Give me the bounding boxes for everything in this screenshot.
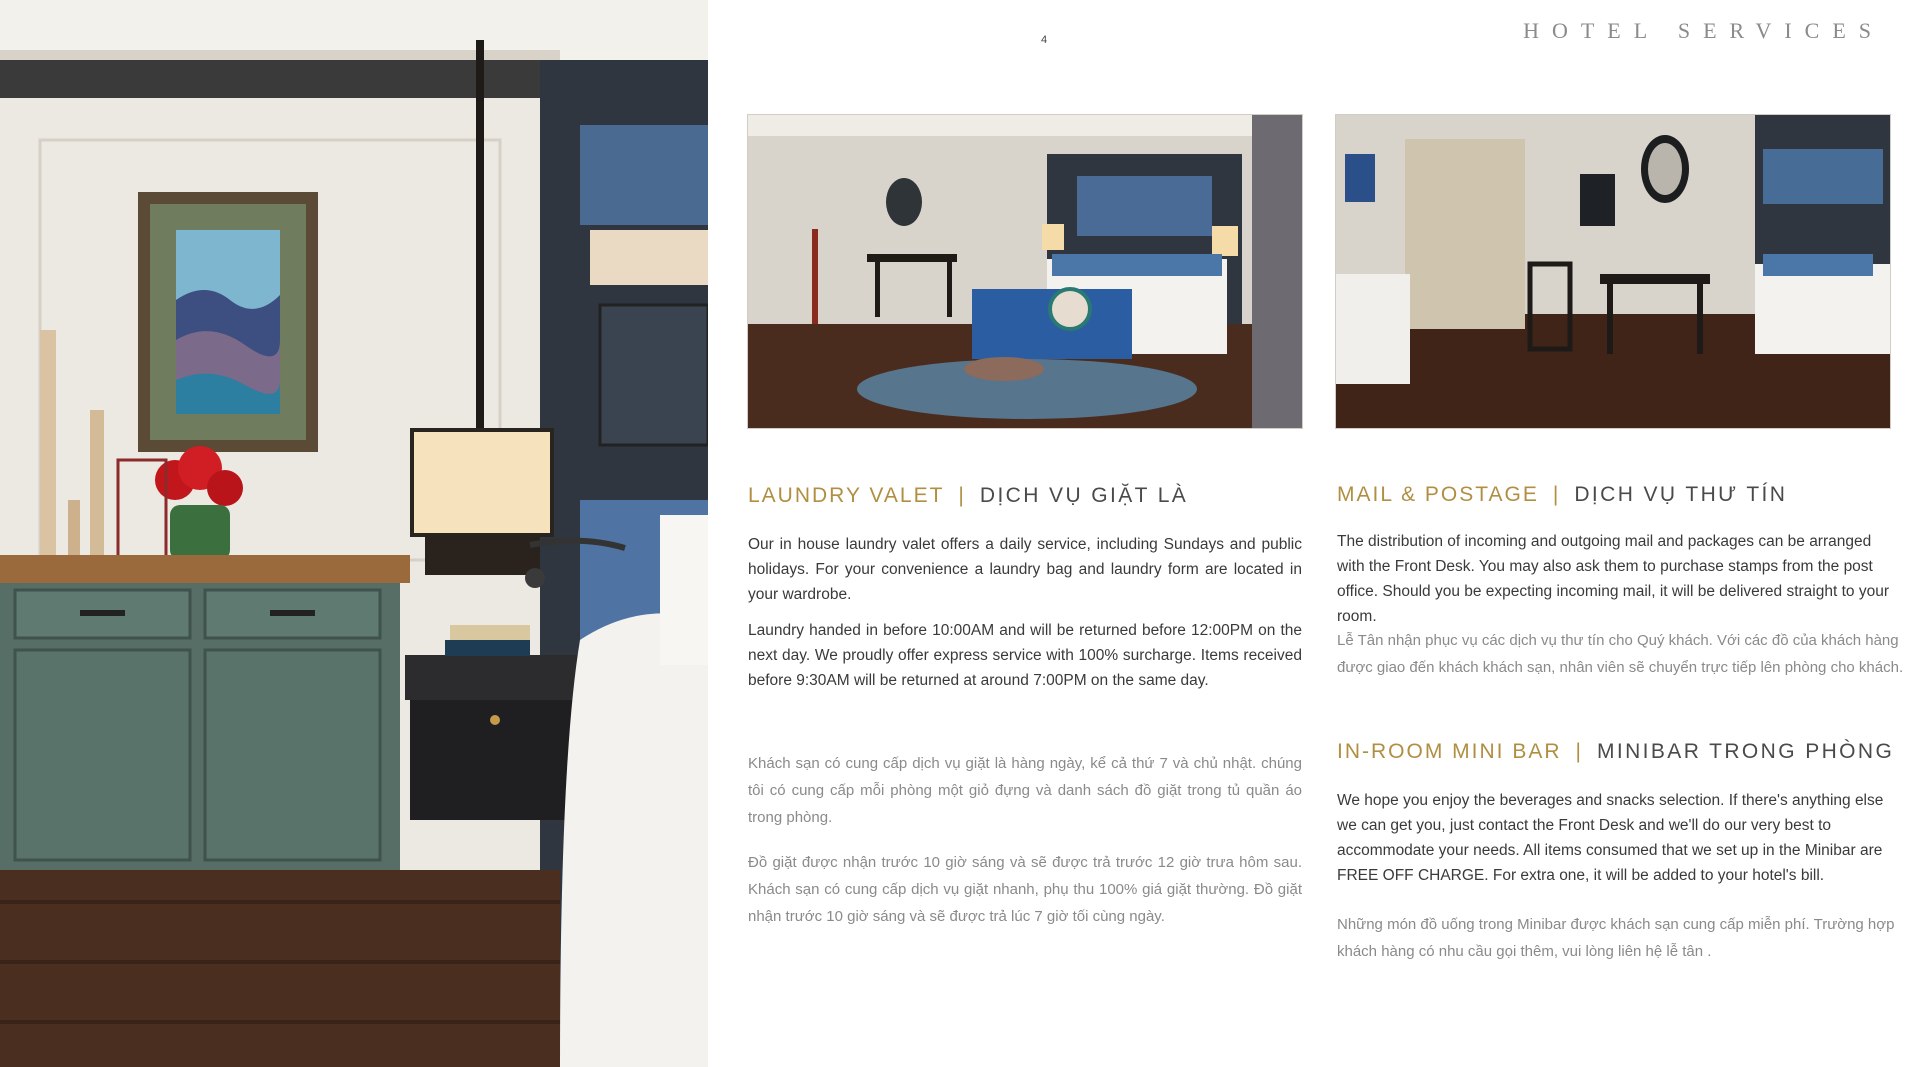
minibar-title-vi: MINIBAR TRONG PHÒNG bbox=[1596, 740, 1895, 763]
minibar-section-title bbox=[1337, 740, 1894, 764]
hotel-room-overview-photo bbox=[747, 114, 1303, 429]
laundry-vi-paragraph: Khách sạn có cung cấp dịch vụ giặt là hàng ngày, kể cả thứ 7 và chủ nhật. chúng tôi có cung cấp mỗi phòng một giỏ đựng và danh sách đồ giặt trong tủ quần áo trong phòng. bbox=[748, 755, 1302, 826]
hero-bedroom-photo bbox=[0, 0, 708, 1067]
laundry-title-en: LAUNDRY VALET bbox=[748, 484, 945, 507]
laundry-vi-paragraph: Đồ giặt được nhận trước 10 giờ sáng và sẽ được trả trước 12 giờ trưa hôm sau. Khách sạn có cung cấp dịch vụ giặt nhanh, phụ thu 100% giá giặt thường. Đồ giặt nhận trước 10 giờ sáng và sẽ được trả lúc 7 giờ tối cùng ngày. bbox=[748, 854, 1302, 925]
mail-vi-paragraph: Lễ Tân nhận phục vụ các dịch vụ thư tín cho Quý khách. Với các đồ của khách hàng được giao đến khách khách sạn, nhân viên sẽ chuyển trực tiếp lên phòng cho khách. bbox=[1337, 632, 1904, 676]
minibar-en-paragraph: We hope you enjoy the beverages and snacks selection. If there's anything else we can get you, just contact the Front Desk and we'll do our very best to accommodate your needs. All items consumed that we set up in the Minibar are FREE OFF CHARGE. For extra one, it will be added to your hotel's bill. bbox=[1337, 792, 1884, 884]
mail-title-en: MAIL & POSTAGE bbox=[1337, 483, 1539, 506]
mail-title-vi: DỊCH VỤ THƯ TÍN bbox=[1574, 483, 1788, 506]
hotel-room-twin-photo bbox=[1335, 114, 1891, 429]
page-number: 4 bbox=[1040, 34, 1048, 46]
minibar-title-en: IN-ROOM MINI BAR bbox=[1337, 740, 1562, 763]
laundry-en-paragraph: Our in house laundry valet offers a daily service, including Sundays and public holidays. For your convenience a laundry bag and laundry form are located in your wardrobe. bbox=[748, 536, 1302, 603]
laundry-title-vi: DỊCH VỤ GIẶT LÀ bbox=[979, 484, 1189, 507]
title-separator: | bbox=[1552, 483, 1561, 506]
running-head: HOTEL SERVICES bbox=[1523, 18, 1884, 43]
title-separator: | bbox=[958, 484, 966, 507]
title-separator: | bbox=[1575, 740, 1583, 763]
laundry-section-title bbox=[748, 484, 1188, 508]
laundry-en-paragraph: Laundry handed in before 10:00AM and will be returned before 12:00PM on the next day. We proudly offer express service with 100% surcharge. Items received before 9:30AM will be returned at around 7:00PM on the same day. bbox=[748, 622, 1302, 689]
minibar-vi-paragraph: Những món đồ uống trong Minibar được khách sạn cung cấp miễn phí. Trường hợp khách hàng có nhu cầu gọi thêm, vui lòng liên hệ lễ tân . bbox=[1337, 916, 1895, 960]
mail-section-title bbox=[1337, 483, 1787, 507]
mail-en-paragraph: The distribution of incoming and outgoing mail and packages can be arranged with the Front Desk. You may also ask them to purchase stamps from the post office. Should you be expecting incoming mail, it will be delivered straight to your room. bbox=[1337, 533, 1889, 625]
